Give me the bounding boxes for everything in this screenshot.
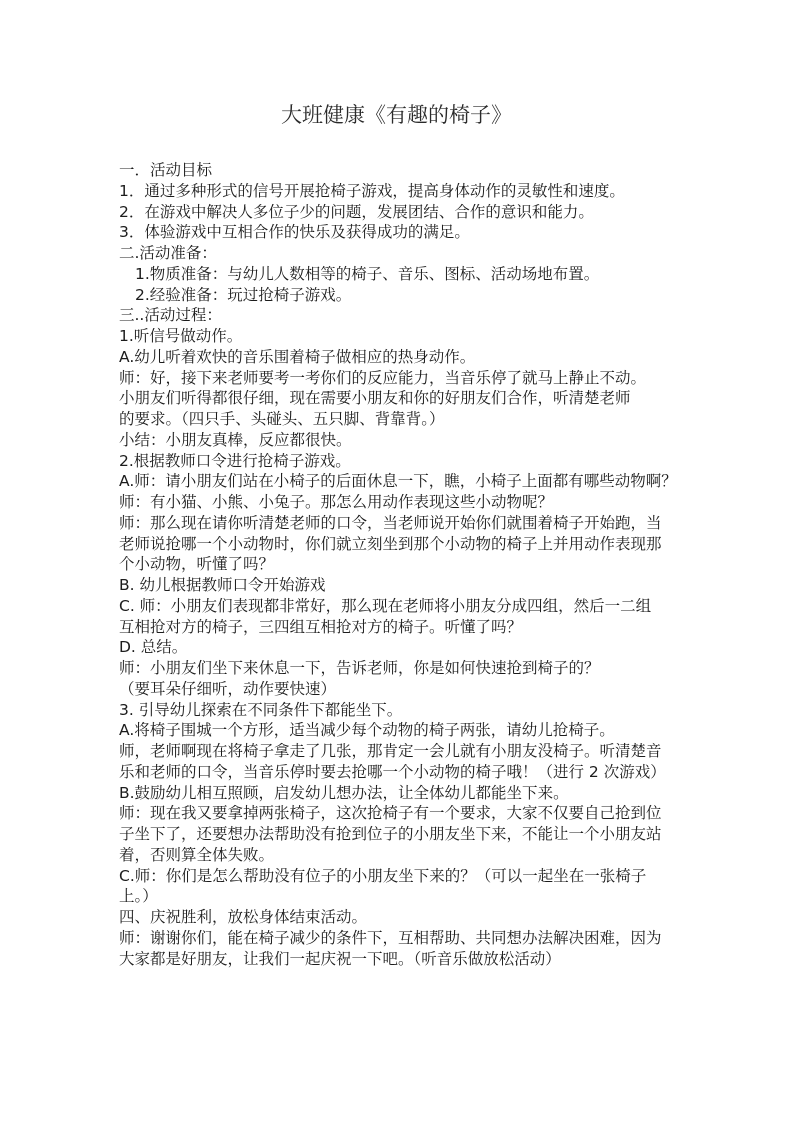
conclusion-heading: 四、庆祝胜利，放松身体结束活动。: [119, 908, 368, 926]
process-line: （要耳朵仔细听，动作要快速）: [119, 679, 337, 698]
process-line: 着，否则算全体失败。: [119, 845, 275, 864]
objective-item: 1．通过多种形式的信号开展抢椅子游戏，提高身体动作的灵敏性和速度。: [119, 181, 625, 200]
process-line: 小朋友们听得都很仔细，现在需要小朋友和你的好朋友们合作，听清楚老师: [119, 389, 631, 408]
process-line: A.幼儿听着欢快的音乐围着椅子做相应的热身动作。: [119, 347, 476, 366]
process-line: B.鼓励幼儿相互照顾，启发幼儿想办法，让全体幼儿都能坐下来。: [119, 783, 569, 802]
process-line: 师：现在我又要拿掉两张椅子，这次抢椅子有一个要求，大家不仅要自己抢到位: [119, 804, 662, 823]
process-line: A.将椅子围城一个方形，适当减少每个动物的椅子两张，请幼儿抢椅子。: [119, 721, 615, 740]
objectives-heading: 一．活动目标: [119, 161, 213, 179]
process-line: 师：有小猫、小熊、小兔子。那怎么用动作表现这些小动物呢？: [119, 493, 554, 511]
process-step-title: 2.根据教师口令进行抢椅子游戏。: [119, 451, 351, 470]
preparation-item: 1.物质准备：与幼儿人数相等的椅子、音乐、图标、活动场地布置。: [135, 264, 600, 283]
preparation-heading: 二.活动准备：: [119, 244, 217, 262]
document-title: 大班健康《有趣的椅子》: [281, 103, 512, 127]
process-step-title: 3. 引导幼儿探索在不同条件下都能坐下。: [119, 700, 403, 719]
process-line: 师：好，接下来老师要考一考你们的反应能力，当音乐停了就马上静止不动。: [119, 368, 647, 387]
process-step-title: 1.听信号做动作。: [119, 327, 243, 345]
document-body: [119, 160, 719, 969]
process-line: 个小动物，听懂了吗？: [119, 555, 275, 574]
process-line: 互相抢对方的椅子，三四组互相抢对方的椅子。听懂了吗？: [119, 617, 523, 636]
conclusion-line: 师：谢谢你们，能在椅子减少的条件下，互相帮助、共同想办法解决困难，因为: [119, 928, 662, 947]
process-line: 师：那么现在请你听清楚老师的口令，当老师说开始你们就围着椅子开始跑，当: [119, 513, 662, 532]
process-line: D. 总结。: [119, 638, 188, 657]
conclusion-line: 大家都是好朋友，让我们一起庆祝一下吧。（听音乐做放松活动）: [119, 949, 561, 968]
preparation-item: 2.经验准备：玩过抢椅子游戏。: [135, 285, 352, 304]
process-line: 的要求。（四只手、头碰头、五只脚、背靠背。）: [119, 410, 445, 428]
process-line: 乐和老师的口令，当音乐停时要去抢哪一个小动物的椅子哦！（进行 2 次游戏）: [119, 762, 666, 781]
process-line: C. 师：小朋友们表现都非常好，那么现在老师将小朋友分成四组，然后一二组: [119, 596, 652, 615]
process-line: 老师说抢哪一个小动物时，你们就立刻坐到那个小动物的椅子上并用动作表现那: [119, 534, 662, 553]
process-line: C.师：你们是怎么帮助没有位子的小朋友坐下来的？（可以一起坐在一张椅子: [119, 866, 647, 885]
objective-item: 2．在游戏中解决人多位子少的问题，发展团结、合作的意识和能力。: [119, 202, 594, 221]
process-line: 小结：小朋友真棒，反应都很快。: [119, 430, 352, 449]
process-line: B. 幼儿根据教师口令开始游戏: [119, 576, 326, 594]
process-line: 师，老师啊现在将椅子拿走了几张，那肯定一会儿就有小朋友没椅子。听清楚音: [119, 742, 662, 760]
process-line: 子坐下了，还要想办法帮助没有抢到位子的小朋友坐下来，不能让一个小朋友站: [119, 825, 662, 843]
objective-item: 3．体验游戏中互相合作的快乐及获得成功的满足。: [119, 223, 470, 242]
process-line: A.师：请小朋友们站在小椅子的后面休息一下，瞧，小椅子上面都有哪些动物啊？: [119, 472, 677, 491]
process-line: 上。）: [119, 887, 158, 906]
process-heading: 三..活动过程：: [119, 306, 222, 325]
process-line: 师：小朋友们坐下来休息一下，告诉老师，你是如何快速抢到椅子的？: [119, 659, 600, 677]
